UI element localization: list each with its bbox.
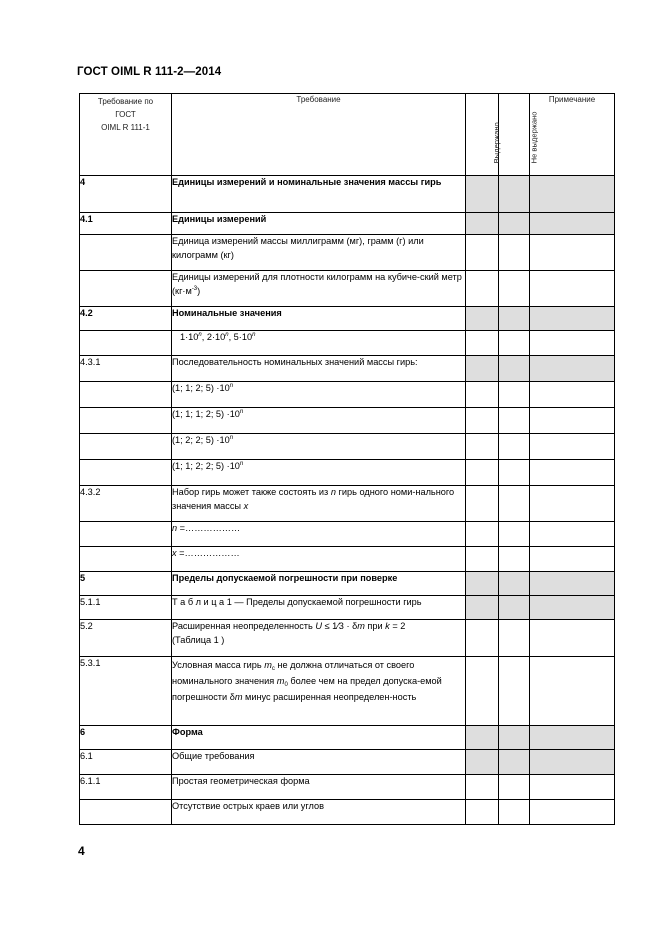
table-row: [80, 572, 615, 596]
note-cell: [530, 382, 615, 408]
note-cell: [530, 522, 615, 547]
note-cell: [530, 307, 615, 331]
passed-cell: [466, 213, 499, 235]
row-number: [80, 547, 172, 572]
row-number: [80, 382, 172, 408]
table-row: [80, 460, 615, 486]
passed-cell: [466, 547, 499, 572]
row-requirement: x =………………: [172, 547, 466, 572]
passed-cell: [466, 800, 499, 825]
table-row: [80, 213, 615, 235]
note-cell: [530, 800, 615, 825]
table-row: [80, 408, 615, 434]
not-passed-cell: [499, 356, 530, 382]
table-row: [80, 800, 615, 825]
row-requirement: Последовательность номинальных значений массы гирь:: [172, 356, 466, 382]
table-row: [80, 750, 615, 775]
passed-cell: [466, 657, 499, 726]
not-passed-cell: [499, 522, 530, 547]
note-cell: [530, 775, 615, 800]
header-note: Примечание: [530, 94, 615, 176]
row-number: 5: [80, 572, 172, 596]
row-requirement: Условная масса гирь $m_c$ не должна отличаться от своего номинального значения $m_0$ более чем на предел допуска-емой погрешности δm минус расширенная неопределен-ность: [172, 657, 466, 726]
passed-cell: [466, 620, 499, 657]
passed-cell: [466, 307, 499, 331]
not-passed-cell: [499, 800, 530, 825]
note-cell: [530, 235, 615, 271]
row-number: [80, 271, 172, 307]
table-row: [80, 382, 615, 408]
header-passed: Выдержано: [466, 94, 499, 176]
row-number: 6.1: [80, 750, 172, 775]
row-number: 5.1.1: [80, 596, 172, 620]
row-requirement: Т а б л и ц а 1 — Пределы допускаемой погрешности гирь: [172, 596, 466, 620]
passed-cell: [466, 235, 499, 271]
row-number: 5.2: [80, 620, 172, 657]
table-row: [80, 522, 615, 547]
passed-cell: [466, 382, 499, 408]
row-number: [80, 522, 172, 547]
requirements-table: [79, 93, 615, 825]
row-number: [80, 800, 172, 825]
passed-cell: [466, 726, 499, 750]
row-number: 4.3.2: [80, 486, 172, 522]
not-passed-cell: [499, 572, 530, 596]
row-number: 6: [80, 726, 172, 750]
table-row: [80, 235, 615, 271]
passed-cell: [466, 356, 499, 382]
row-number: [80, 235, 172, 271]
row-number: [80, 408, 172, 434]
passed-cell: [466, 486, 499, 522]
passed-cell: [466, 176, 499, 213]
not-passed-cell: [499, 775, 530, 800]
not-passed-cell: [499, 547, 530, 572]
row-requirement: Форма: [172, 726, 466, 750]
row-requirement: Общие требования: [172, 750, 466, 775]
row-requirement: $1\cdot 10^n$, $2\cdot 10^n$, $5\cdot 10^n$: [172, 331, 466, 356]
row-number: 5.3.1: [80, 657, 172, 726]
passed-cell: [466, 572, 499, 596]
not-passed-cell: [499, 408, 530, 434]
passed-cell: [466, 596, 499, 620]
passed-cell: [466, 460, 499, 486]
not-passed-cell: [499, 307, 530, 331]
row-requirement: Единица измерений массы миллиграмм (мг), грамм (г) или килограмм (кг): [172, 235, 466, 271]
not-passed-cell: [499, 620, 530, 657]
table-row: [80, 486, 615, 522]
not-passed-cell: [499, 596, 530, 620]
note-cell: [530, 271, 615, 307]
header-requirement-ref: Требование по ГОСТ OIML R 111-1: [80, 94, 172, 176]
row-requirement: Единицы измерений и номинальные значения массы гирь: [172, 176, 466, 213]
row-number: 4: [80, 176, 172, 213]
note-cell: [530, 213, 615, 235]
row-requirement: (1; 1; 1; 2; $5) \cdot 10^n$: [172, 408, 466, 434]
row-requirement: (1; 1; 2; $5) \cdot 10^n$: [172, 382, 466, 408]
table-row: [80, 331, 615, 356]
note-cell: [530, 620, 615, 657]
not-passed-cell: [499, 726, 530, 750]
table-row: [80, 547, 615, 572]
header-not-passed: Не выдержано: [499, 94, 530, 176]
note-cell: [530, 356, 615, 382]
row-requirement: Пределы допускаемой погрешности при поверке: [172, 572, 466, 596]
note-cell: [530, 596, 615, 620]
passed-cell: [466, 522, 499, 547]
table-row: [80, 775, 615, 800]
not-passed-cell: [499, 657, 530, 726]
row-requirement: Набор гирь может также состоять из n гирь одного номи-нального значения массы x: [172, 486, 466, 522]
table-row: [80, 620, 615, 657]
document-title: ГОСТ OIML R 111-2—2014: [77, 66, 222, 78]
note-cell: [530, 547, 615, 572]
not-passed-cell: [499, 176, 530, 213]
not-passed-cell: [499, 750, 530, 775]
not-passed-cell: [499, 213, 530, 235]
row-number: [80, 434, 172, 460]
not-passed-cell: [499, 235, 530, 271]
table-row: [80, 596, 615, 620]
row-requirement: Расширенная неопределенность U ≤ 1∕3 · δm при k = 2 (Таблица 1 ): [172, 620, 466, 657]
row-requirement: Отсутствие острых краев или углов: [172, 800, 466, 825]
row-requirement: n =………………: [172, 522, 466, 547]
table-row: [80, 271, 615, 307]
passed-cell: [466, 271, 499, 307]
header-requirement: Требование: [172, 94, 466, 176]
table-row: [80, 657, 615, 726]
row-number: [80, 460, 172, 486]
table-row: [80, 307, 615, 331]
note-cell: [530, 460, 615, 486]
row-requirement: Номинальные значения: [172, 307, 466, 331]
table-row: [80, 356, 615, 382]
row-requirement: Простая геометрическая форма: [172, 775, 466, 800]
row-requirement: Единицы измерений для плотности килограмм на кубиче-ский метр $(кг\cdot м^{-3})$: [172, 271, 466, 307]
note-cell: [530, 331, 615, 356]
note-cell: [530, 726, 615, 750]
row-requirement: (1; 1; 2; 2; $5) \cdot 10^n$: [172, 460, 466, 486]
note-cell: [530, 408, 615, 434]
row-number: 4.1: [80, 213, 172, 235]
table-row: [80, 176, 615, 213]
passed-cell: [466, 750, 499, 775]
row-requirement: Единицы измерений: [172, 213, 466, 235]
note-cell: [530, 572, 615, 596]
note-cell: [530, 750, 615, 775]
note-cell: [530, 657, 615, 726]
not-passed-cell: [499, 382, 530, 408]
table-row: [80, 726, 615, 750]
not-passed-cell: [499, 331, 530, 356]
row-number: 4.2: [80, 307, 172, 331]
page-number: 4: [78, 844, 85, 858]
row-number: 4.3.1: [80, 356, 172, 382]
passed-cell: [466, 775, 499, 800]
table-row: [80, 434, 615, 460]
not-passed-cell: [499, 271, 530, 307]
not-passed-cell: [499, 460, 530, 486]
row-number: [80, 331, 172, 356]
row-number: 6.1.1: [80, 775, 172, 800]
row-requirement: (1; 2; 2; $5) \cdot 10^n$: [172, 434, 466, 460]
note-cell: [530, 176, 615, 213]
note-cell: [530, 434, 615, 460]
not-passed-cell: [499, 434, 530, 460]
note-cell: [530, 486, 615, 522]
passed-cell: [466, 408, 499, 434]
not-passed-cell: [499, 486, 530, 522]
passed-cell: [466, 331, 499, 356]
passed-cell: [466, 434, 499, 460]
table-header-row: [80, 94, 615, 176]
